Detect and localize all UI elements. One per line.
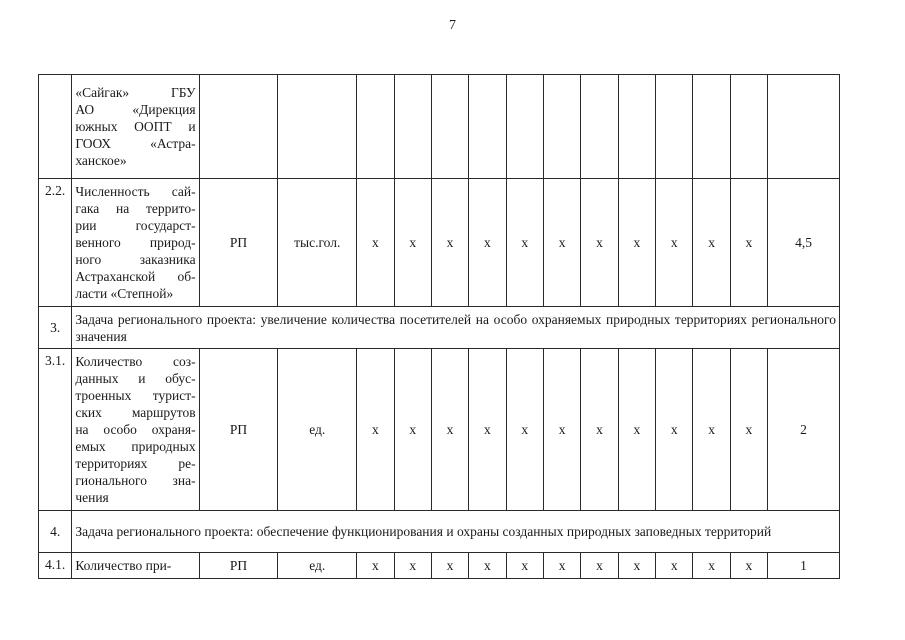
value-cell: х (581, 553, 618, 579)
indicator-name (72, 553, 199, 579)
row-number: 3. (39, 307, 72, 349)
value-cell: х (506, 349, 543, 511)
value-cell (693, 75, 730, 179)
target-cell: 1 (768, 553, 840, 579)
value-cell: х (506, 179, 543, 307)
indicator-name (72, 349, 199, 511)
task-description: Задача регионального проекта: увеличение количества посетителей на особо охраняемых природных территориях регионального значения (72, 307, 840, 349)
row-number: 4. (39, 511, 72, 553)
indicator-name-line: троенных турист- (75, 388, 196, 403)
value-cell: х (581, 349, 618, 511)
indicator-name (72, 75, 199, 179)
value-cell: х (431, 349, 468, 511)
value-cell (469, 75, 506, 179)
value-cell: х (469, 349, 506, 511)
unit-cell: тыс.гол. (278, 179, 357, 307)
value-cell: х (431, 179, 468, 307)
row-number (39, 75, 72, 179)
indicator-name-line: ного заказника (75, 252, 196, 267)
value-cell: х (693, 179, 730, 307)
indicator-name-line: Численность сай- (75, 184, 196, 199)
value-cell: х (656, 179, 693, 307)
value-cell: х (618, 179, 655, 307)
indicator-name-line: АО «Дирекция (75, 102, 196, 117)
target-cell: 4,5 (768, 179, 840, 307)
value-cell: х (543, 349, 580, 511)
value-cell: х (394, 349, 431, 511)
table-row (39, 75, 840, 179)
indicator-name-line: ГООХ «Астра- (75, 136, 196, 151)
level-cell (199, 75, 278, 179)
table-row (39, 553, 840, 579)
value-cell: х (618, 349, 655, 511)
value-cell (431, 75, 468, 179)
indicator-name-line: «Сайгак» ГБУ (75, 85, 196, 100)
value-cell (357, 75, 394, 179)
value-cell: х (357, 553, 394, 579)
value-cell: х (693, 349, 730, 511)
unit-cell (278, 75, 357, 179)
task-row (39, 307, 840, 349)
indicator-name-line: рии государст- (75, 218, 196, 233)
indicator-name (72, 179, 199, 307)
value-cell (730, 75, 767, 179)
indicator-name-line: ских маршрутов (75, 405, 196, 420)
indicator-name-line: гака на террито- (75, 201, 196, 216)
value-cell: х (730, 349, 767, 511)
value-cell: х (581, 179, 618, 307)
value-cell: х (618, 553, 655, 579)
indicator-name-line: территориях ре- (75, 456, 196, 471)
table-row (39, 179, 840, 307)
task-description: Задача регионального проекта: обеспечение функционирования и охраны созданных природных заповедных территорий (72, 511, 840, 553)
value-cell: х (730, 179, 767, 307)
target-cell (768, 75, 840, 179)
value-cell (506, 75, 543, 179)
value-cell (581, 75, 618, 179)
value-cell: х (693, 553, 730, 579)
indicator-name-line: Количество соз- (75, 354, 196, 369)
page-number: 7 (449, 18, 456, 33)
task-row (39, 511, 840, 553)
table-row (39, 349, 840, 511)
value-cell: х (656, 553, 693, 579)
value-cell: х (543, 179, 580, 307)
indicator-name-line: на особо охраня- (75, 422, 196, 437)
value-cell: х (656, 349, 693, 511)
row-number: 3.1. (39, 349, 72, 511)
value-cell: х (394, 179, 431, 307)
row-number: 4.1. (39, 553, 72, 579)
indicator-name-line: южных ООПТ и (75, 119, 196, 134)
value-cell (618, 75, 655, 179)
indicator-name-line: чения (75, 490, 109, 505)
unit-cell: ед. (278, 553, 357, 579)
level-cell: РП (199, 553, 278, 579)
value-cell: х (469, 553, 506, 579)
value-cell: х (394, 553, 431, 579)
value-cell: х (506, 553, 543, 579)
indicator-name-line: емых природных (75, 439, 196, 454)
value-cell (656, 75, 693, 179)
value-cell: х (357, 349, 394, 511)
indicator-name-line: венного природ- (75, 235, 196, 250)
level-cell: РП (199, 349, 278, 511)
indicator-name-line: Количество при- (75, 558, 172, 573)
unit-cell: ед. (278, 349, 357, 511)
indicator-name-line: Астраханской об- (75, 269, 196, 284)
indicator-name-line: гионального зна- (75, 473, 196, 488)
value-cell (543, 75, 580, 179)
value-cell: х (357, 179, 394, 307)
indicator-table (38, 74, 840, 579)
indicator-name-line: ханское» (75, 153, 127, 168)
indicator-name-line: ласти «Степной» (75, 286, 174, 301)
value-cell: х (730, 553, 767, 579)
level-cell: РП (199, 179, 278, 307)
row-number: 2.2. (39, 179, 72, 307)
value-cell: х (543, 553, 580, 579)
target-cell: 2 (768, 349, 840, 511)
value-cell: х (431, 553, 468, 579)
value-cell (394, 75, 431, 179)
indicator-name-line: данных и обус- (75, 371, 196, 386)
value-cell: х (469, 179, 506, 307)
